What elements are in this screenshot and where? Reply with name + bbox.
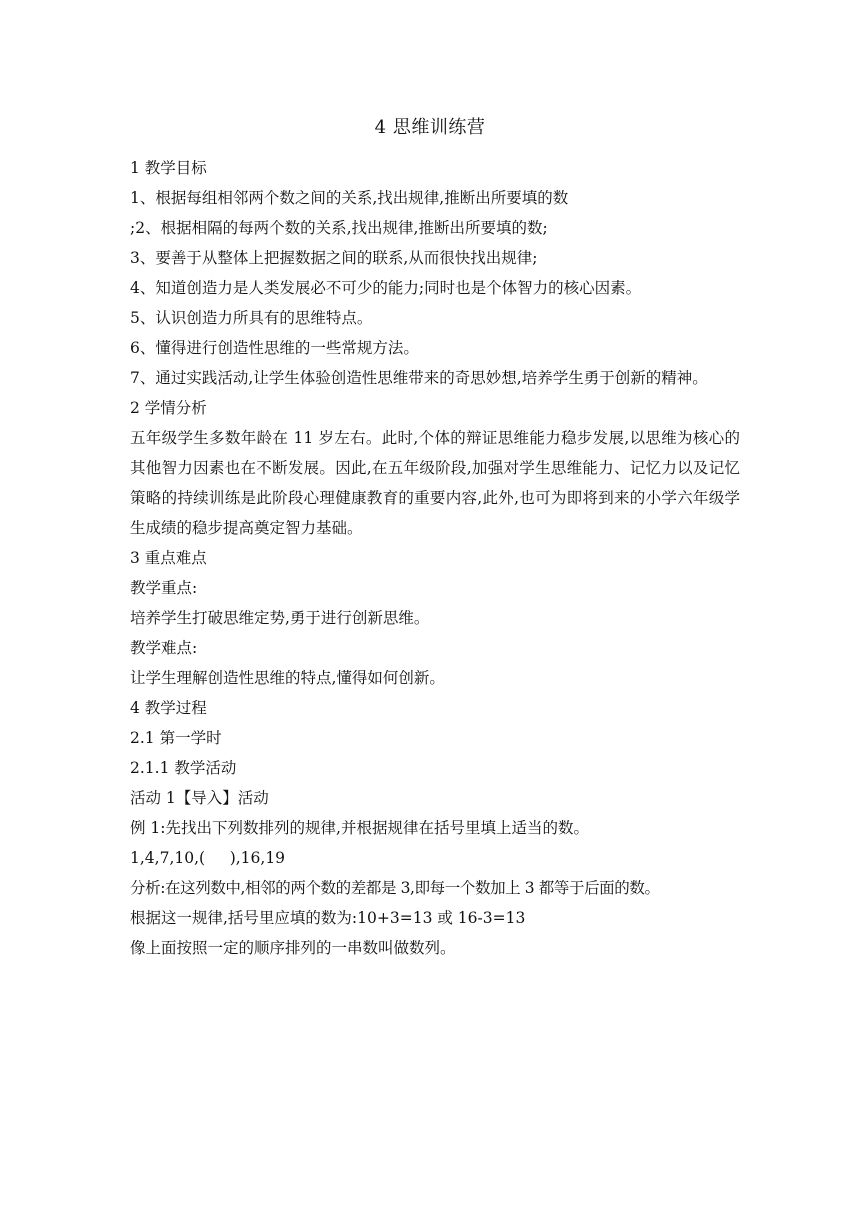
analysis-line: 分析:在这列数中,相邻的两个数的差都是 3,即每一个数加上 3 都等于后面的数。 <box>130 879 660 897</box>
goals-heading: 1 教学目标 <box>130 159 207 177</box>
example-text: 例 1:先找出下列数排列的规律,并根据规律在括号里填上适当的数。 <box>130 819 589 837</box>
document-body <box>130 153 740 963</box>
difficulty-text: 让学生理解创造性思维的特点,懂得如何创新。 <box>130 669 445 687</box>
key-point-label: 教学重点: <box>130 579 198 597</box>
key-heading: 3 重点难点 <box>130 549 207 567</box>
goal-item: 3、要善于从整体上把握数据之间的联系,从而很快找出规律; <box>130 249 538 267</box>
activity-title: 活动 1【导入】活动 <box>130 789 269 807</box>
goal-item: 7、通过实践活动,让学生体验创造性思维带来的奇思妙想,培养学生勇于创新的精神。 <box>130 369 708 387</box>
process-heading: 4 教学过程 <box>130 699 207 717</box>
difficulty-label: 教学难点: <box>130 639 198 657</box>
analysis-heading: 2 学情分析 <box>130 399 207 417</box>
key-point-text: 培养学生打破思维定势,勇于进行创新思维。 <box>130 609 430 627</box>
definition-line: 像上面按照一定的顺序排列的一串数叫做数列。 <box>130 939 456 957</box>
number-sequence: 1,4,7,10,( ),16,19 <box>130 849 286 867</box>
activity-heading: 2.1.1 教学活动 <box>130 759 237 777</box>
goal-item: 1、根据每组相邻两个数之间的关系,找出规律,推断出所要填的数 <box>130 189 569 207</box>
document-title: 4 思维训练营 <box>374 117 486 138</box>
rule-line: 根据这一规律,括号里应填的数为:10+3=13 或 16-3=13 <box>130 909 526 927</box>
goal-item: 5、认识创造力所具有的思维特点。 <box>130 309 373 327</box>
lesson-heading: 2.1 第一学时 <box>130 729 222 747</box>
analysis-paragraph: 五年级学生多数年龄在 11 岁左右。此时,个体的辩证思维能力稳步发展,以思维为核心的其他智力因素也在不断发展。因此,在五年级阶段,加强对学生思维能力、记忆力以及记忆策略的持续训练是此阶段心理健康教育的重要内容,此外,也可为即将到来的小学六年级学生成绩的稳步提高奠定智力基础。 <box>130 429 740 537</box>
goal-item: ;2、根据相隔的每两个数的关系,找出规律,推断出所要填的数; <box>130 219 548 237</box>
goal-item: 6、懂得进行创造性思维的一些常规方法。 <box>130 339 419 357</box>
goal-item: 4、知道创造力是人类发展必不可少的能力;同时也是个体智力的核心因素。 <box>130 279 642 297</box>
